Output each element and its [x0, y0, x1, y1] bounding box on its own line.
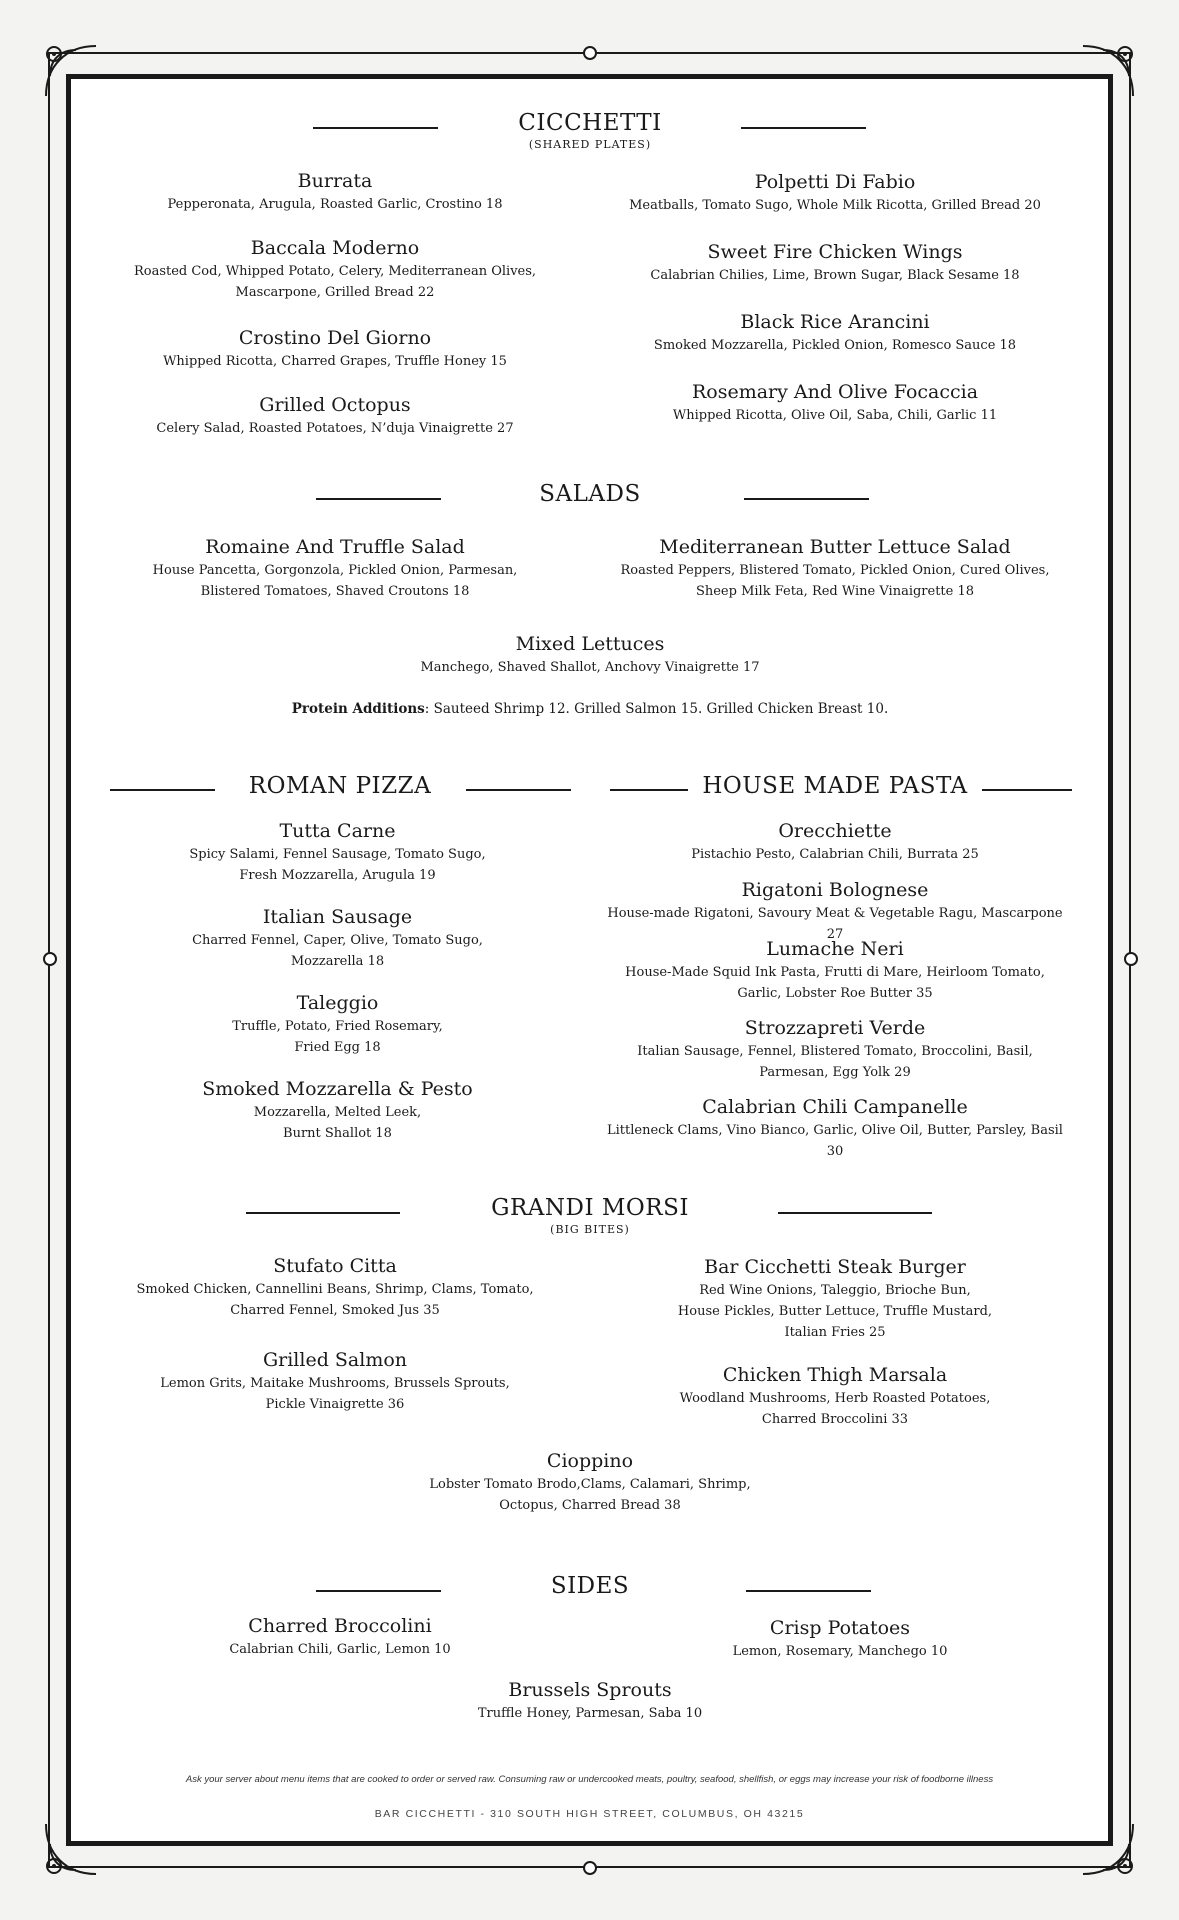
item-name: Chicken Thigh Marsala: [722, 1364, 948, 1386]
item-desc: House Pickles, Butter Lettuce, Truffle Mustard,: [677, 1304, 993, 1319]
divider: [246, 1212, 400, 1214]
item-name: Crostino Del Giorno: [238, 327, 432, 349]
item-name: Mediterranean Butter Lettuce Salad: [659, 536, 1011, 558]
section-title-pasta: HOUSE MADE PASTA: [702, 773, 968, 799]
item-name: Tutta Carne: [279, 820, 396, 842]
menu-item: [380, 1448, 800, 1516]
item-desc: Woodland Mushrooms, Herb Roasted Potatoes,: [679, 1391, 991, 1406]
item-name: Burrata: [297, 170, 373, 192]
menu-item: [600, 818, 1070, 865]
menu-item: [120, 392, 550, 439]
item-desc: Lemon, Rosemary, Manchego 10: [732, 1644, 948, 1659]
menu-item: [120, 1347, 550, 1415]
item-desc: House Pancetta, Gorgonzola, Pickled Onion, Parmesan,: [152, 563, 518, 578]
item-name: Orecchiette: [778, 820, 892, 842]
item-desc: Spicy Salami, Fennel Sausage, Tomato Sugo,: [189, 847, 486, 862]
menu-item: [120, 534, 550, 602]
divider: [744, 498, 869, 500]
item-name: Romaine And Truffle Salad: [205, 536, 465, 558]
item-desc: Charred Fennel, Caper, Olive, Tomato Sugo,: [192, 933, 483, 948]
menu-item: [130, 818, 545, 886]
item-desc: Roasted Peppers, Blistered Tomato, Pickled Onion, Cured Olives,: [620, 563, 1050, 578]
item-name: Crisp Potatoes: [769, 1617, 911, 1639]
divider: [110, 789, 215, 791]
right-ornament-icon: [1124, 952, 1138, 966]
item-desc: Sheep Milk Feta, Red Wine Vinaigrette 18: [695, 584, 975, 599]
item-desc: Roasted Cod, Whipped Potato, Celery, Mediterranean Olives,: [133, 264, 537, 279]
menu-item: [600, 1015, 1070, 1083]
item-desc: Italian Fries 25: [784, 1325, 886, 1340]
item-desc: Pistachio Pesto, Calabrian Chili, Burrata 25: [691, 847, 979, 862]
item-desc: Red Wine Onions, Taleggio, Brioche Bun,: [699, 1283, 971, 1298]
left-ornament-icon: [43, 952, 57, 966]
divider: [746, 1590, 871, 1592]
item-desc: Charred Fennel, Smoked Jus 35: [230, 1303, 440, 1318]
item-desc: Octopus, Charred Bread 38: [499, 1498, 681, 1513]
corner-ornament-icon: [36, 36, 106, 106]
item-name: Calabrian Chili Campanelle: [702, 1096, 968, 1118]
divider: [982, 789, 1072, 791]
item-desc: Smoked Mozzarella, Pickled Onion, Romesco Sauce 18: [653, 338, 1017, 353]
divider: [466, 789, 571, 791]
item-name: Brussels Sprouts: [508, 1679, 672, 1701]
section-subtitle-grandi: (BIG BITES): [550, 1223, 630, 1236]
corner-ornament-icon: [36, 1814, 106, 1884]
menu-item: [120, 1253, 550, 1321]
menu-item: [640, 1615, 1040, 1662]
corner-ornament-icon: [1073, 1814, 1143, 1884]
item-name: Charred Broccolini: [248, 1615, 432, 1637]
item-name: Sweet Fire Chicken Wings: [707, 241, 963, 263]
item-name: Polpetti Di Fabio: [754, 171, 916, 193]
menu-item: [610, 309, 1060, 356]
raw-food-disclaimer: Ask your server about menu items that are cooked to order or served raw. Consuming raw or undercooked meats, poultry, seafood, shellfish, or eggs may increase your risk of foodborne illness: [185, 1774, 994, 1785]
protein-additions: [200, 701, 980, 717]
item-name: Smoked Mozzarella & Pesto: [202, 1078, 473, 1100]
item-name: Strozzapreti Verde: [744, 1017, 926, 1039]
item-desc: Fresh Mozzarella, Arugula 19: [239, 868, 436, 883]
menu-item: [610, 1254, 1060, 1343]
item-desc: Pepperonata, Arugula, Roasted Garlic, Crostino 18: [167, 197, 503, 212]
menu-item: [120, 168, 550, 215]
protein-text: : Sauteed Shrimp 12. Grilled Salmon 15. Grilled Chicken Breast 10.: [424, 701, 889, 717]
top-ornament-icon: [583, 46, 597, 60]
item-name: Grilled Octopus: [259, 394, 411, 416]
item-desc: Burnt Shallot 18: [283, 1126, 392, 1141]
item-desc: Whipped Ricotta, Charred Grapes, Truffle Honey 15: [163, 354, 507, 369]
divider: [313, 127, 438, 129]
item-desc: Lobster Tomato Brodo,Clams, Calamari, Shrimp,: [429, 1477, 751, 1492]
item-desc: Fried Egg 18: [294, 1040, 381, 1055]
item-name: Baccala Moderno: [250, 237, 420, 259]
item-name: Stufato Citta: [273, 1255, 397, 1277]
restaurant-address: BAR CICCHETTI - 310 SOUTH HIGH STREET, COLUMBUS, OH 43215: [374, 1808, 805, 1820]
item-desc: Manchego, Shaved Shallot, Anchovy Vinaigrette 17: [420, 660, 760, 675]
item-desc: Meatballs, Tomato Sugo, Whole Milk Ricotta, Grilled Bread 20: [629, 198, 1041, 213]
menu-item: [380, 631, 800, 678]
item-desc: House-made Rigatoni, Savoury Meat & Vegetable Ragu, Mascarpone 27: [607, 906, 1063, 942]
item-desc: Blistered Tomatoes, Shaved Croutons 18: [200, 584, 470, 599]
item-name: Taleggio: [296, 992, 379, 1014]
item-desc: Truffle Honey, Parmesan, Saba 10: [477, 1706, 703, 1721]
divider: [741, 127, 866, 129]
item-name: Mixed Lettuces: [515, 633, 665, 655]
section-title-cicchetti: CICCHETTI: [518, 110, 662, 136]
item-desc: Mascarpone, Grilled Bread 22: [235, 285, 435, 300]
menu-item: [120, 325, 550, 372]
menu-item: [600, 1094, 1070, 1162]
item-desc: Smoked Chicken, Cannellini Beans, Shrimp, Clams, Tomato,: [136, 1282, 534, 1297]
item-desc: Calabrian Chilies, Lime, Brown Sugar, Black Sesame 18: [650, 268, 1020, 283]
item-name: Rosemary And Olive Focaccia: [691, 381, 979, 403]
menu-item: [140, 1613, 540, 1660]
divider: [316, 1590, 441, 1592]
item-name: Black Rice Arancini: [740, 311, 930, 333]
divider: [610, 789, 688, 791]
bottom-ornament-icon: [583, 1861, 597, 1875]
item-desc: Italian Sausage, Fennel, Blistered Tomato, Broccolini, Basil,: [637, 1044, 1033, 1059]
menu-item: [600, 936, 1070, 1004]
section-title-grandi: GRANDI MORSI: [491, 1195, 689, 1221]
section-title-salads: SALADS: [539, 481, 641, 507]
menu-item: [610, 379, 1060, 426]
menu-item: [600, 877, 1070, 945]
item-name: Grilled Salmon: [262, 1349, 408, 1371]
item-desc: Garlic, Lobster Roe Butter 35: [737, 986, 933, 1001]
section-title-pizza: ROMAN PIZZA: [248, 773, 432, 799]
menu-item: [600, 534, 1070, 602]
item-desc: Truffle, Potato, Fried Rosemary,: [232, 1019, 443, 1034]
section-title-sides: SIDES: [550, 1573, 630, 1599]
menu-item: [130, 904, 545, 972]
menu-item: [130, 1076, 545, 1144]
item-desc: Mozzarella 18: [290, 954, 385, 969]
item-desc: Parmesan, Egg Yolk 29: [759, 1065, 911, 1080]
item-desc: House-Made Squid Ink Pasta, Frutti di Mare, Heirloom Tomato,: [625, 965, 1045, 980]
section-subtitle-cicchetti: (SHARED PLATES): [528, 138, 652, 151]
protein-label: Protein Additions: [291, 701, 425, 717]
menu-item: [610, 1362, 1060, 1430]
item-name: Cioppino: [546, 1450, 634, 1472]
item-name: Bar Cicchetti Steak Burger: [704, 1256, 966, 1278]
corner-ornament-icon: [1073, 36, 1143, 106]
item-desc: Calabrian Chili, Garlic, Lemon 10: [229, 1642, 451, 1657]
item-desc: Lemon Grits, Maitake Mushrooms, Brussels Sprouts,: [160, 1376, 510, 1391]
item-name: Rigatoni Bolognese: [741, 879, 929, 901]
item-desc: Charred Broccolini 33: [761, 1412, 909, 1427]
divider: [778, 1212, 932, 1214]
item-desc: Celery Salad, Roasted Potatoes, N’duja Vinaigrette 27: [156, 421, 514, 436]
item-desc: Littleneck Clams, Vino Bianco, Garlic, Olive Oil, Butter, Parsley, Basil 30: [607, 1123, 1063, 1159]
divider: [316, 498, 441, 500]
item-desc: Pickle Vinaigrette 36: [265, 1397, 405, 1412]
item-name: Lumache Neri: [766, 938, 904, 960]
menu-item: [120, 235, 550, 303]
item-name: Italian Sausage: [262, 906, 413, 928]
menu-item: [610, 239, 1060, 286]
menu-item: [130, 990, 545, 1058]
item-desc: Mozzarella, Melted Leek,: [253, 1105, 422, 1120]
menu-item: [610, 169, 1060, 216]
item-desc: Whipped Ricotta, Olive Oil, Saba, Chili, Garlic 11: [672, 408, 998, 423]
menu-item: [390, 1677, 790, 1724]
